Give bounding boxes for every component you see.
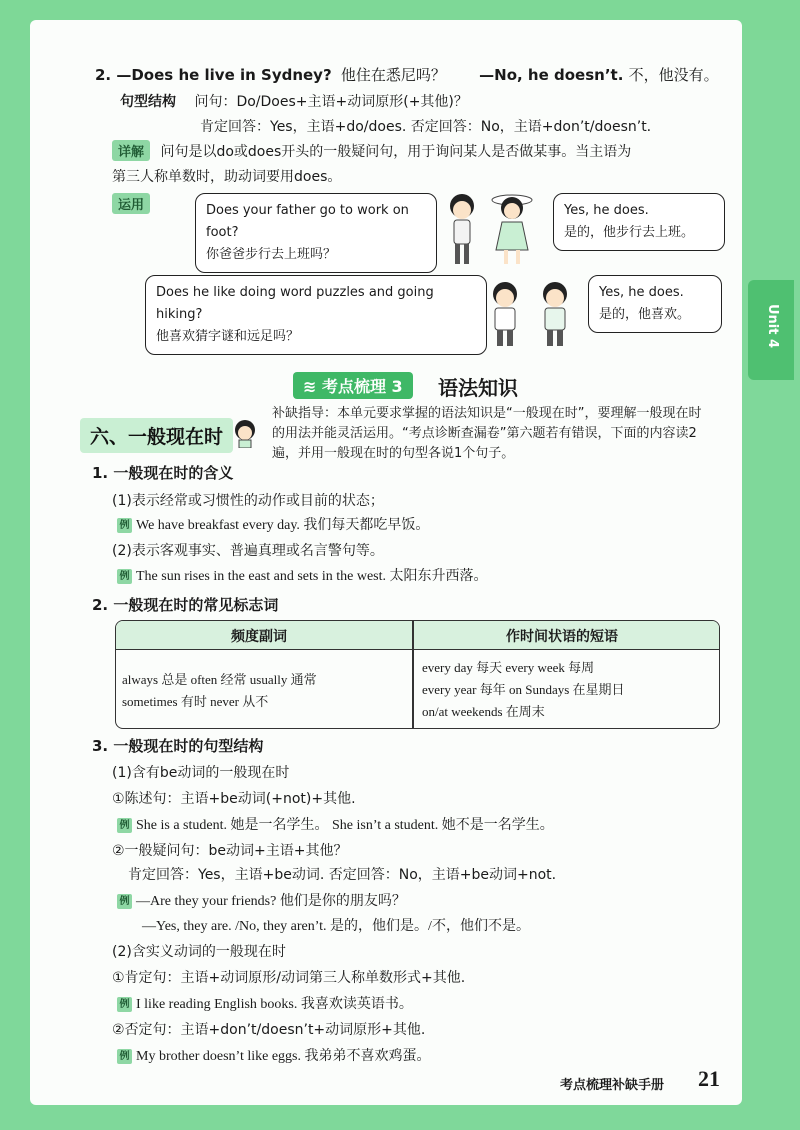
p3-general-question: ②一般疑问句：be动词+主语+其他？ <box>112 843 348 859</box>
dialog1-question-bubble <box>195 193 437 273</box>
unit-side-tab-label: Unit 4 <box>765 304 780 349</box>
q2-answer-en: —No, he doesn’t. <box>479 66 624 84</box>
banner-title: 语法知识 <box>438 376 518 400</box>
p1-heading: 1. 一般现在时的含义 <box>92 464 234 482</box>
table-col2-header: 作时间状语的短语 <box>506 629 618 645</box>
explain-tag: 详解 <box>112 140 150 161</box>
father-girl-illustration <box>440 188 560 268</box>
table-col1-line-2: sometimes 有时 never 从不 <box>122 694 269 709</box>
q2-answer-cn: 不，他没有。 <box>628 66 719 84</box>
q2-question-en: 2. —Does he live in Sydney? <box>95 66 332 84</box>
structure-label: 句型结构 <box>120 94 176 110</box>
dialog2-answer-cn: 是的，他喜欢。 <box>599 307 691 322</box>
table-header-row <box>116 621 719 650</box>
dialog1-answer-en: Yes, he does. <box>564 203 649 218</box>
q2-question-cn: 他住在悉尼吗？ <box>340 66 446 84</box>
p3-example-2a-text: —Are they your friends? 他们是你的朋友吗？ <box>136 894 406 909</box>
p3-sub-2: (2)含实义动词的一般现在时 <box>112 944 286 960</box>
example-badge: 例 <box>117 997 132 1012</box>
example-badge: 例 <box>117 1049 132 1064</box>
use-tag-wrap <box>112 193 150 214</box>
dialog2-question-cn: 他喜欢猜字谜和远足吗？ <box>156 329 300 344</box>
section-six-title: 六、一般现在时 <box>80 418 233 453</box>
table-col1-line-1: always 总是 often 经常 usually 通常 <box>122 672 317 687</box>
example-badge: 例 <box>117 569 132 584</box>
p1-example-2 <box>117 565 488 585</box>
p3-sub-1: (1)含有be动词的一般现在时 <box>112 765 290 781</box>
q2-explain-row <box>112 140 631 161</box>
table-col1-header: 频度副词 <box>231 629 287 645</box>
p3-answers: 肯定回答：Yes，主语+be动词. 否定回答：No，主语+be动词+not. <box>128 867 557 883</box>
page-number: 21 <box>698 1066 720 1091</box>
p2-heading: 2. 一般现在时的常见标志词 <box>92 596 279 614</box>
signal-words-table <box>115 620 720 729</box>
p1-example-1-text: We have breakfast every day. 我们每天都吃早饭。 <box>136 518 430 533</box>
section6-note-3: 遍，并用一般现在时的句型各说1个句子。 <box>272 446 515 461</box>
use-tag: 运用 <box>112 193 150 214</box>
explain-line-2: 第三人称单数时，助动词要用does。 <box>112 169 342 185</box>
q2-structure-row <box>120 91 468 111</box>
p3-example-1-text: She is a student. 她是一名学生。 She isn’t a student. 她不是一名学生。 <box>136 818 554 833</box>
p3-example-2b: —Yes, they are. /No, they aren’t. 是的，他们是。/不，他们不是。 <box>142 919 530 934</box>
p3-affirmative: ①肯定句：主语+动词原形/动词第三人称单数形式+其他. <box>112 970 466 986</box>
dialog2-answer-bubble <box>588 275 722 333</box>
table-col2-line-3: on/at weekends 在周末 <box>422 704 545 719</box>
p3-example-3-text: I like reading English books. 我喜欢读英语书。 <box>136 997 413 1012</box>
p1-item-1: (1)表示经常或习惯性的动作或目前的状态； <box>112 493 384 509</box>
table-column-divider <box>412 621 414 728</box>
p3-example-1 <box>117 814 554 834</box>
example-badge: 例 <box>117 518 132 533</box>
two-boys-illustration <box>483 278 593 350</box>
dialog2-answer-en: Yes, he does. <box>599 285 684 300</box>
structure-question: 问句：Do/Does+主语+动词原形(+其他)？ <box>194 94 468 110</box>
dialog2-question-bubble <box>145 275 487 355</box>
section6-note-2: 的用法并能灵活运用。“考点诊断查漏卷”第六题若有错误，下面的内容读2 <box>272 426 697 441</box>
dialog1-question-en: Does your father go to work on foot? <box>206 203 409 240</box>
q2-heading <box>95 64 719 85</box>
dialog1-answer-cn: 是的，他步行去上班。 <box>564 225 695 240</box>
bottom-wave-border <box>30 1100 742 1130</box>
section6-note-1: 补缺指导：本单元要求掌握的语法知识是“一般现在时”，要理解一般现在时 <box>272 406 702 421</box>
table-col2-line-1: every day 每天 every week 每周 <box>422 660 595 675</box>
dialog2-question-en: Does he like doing word puzzles and going hiking? <box>156 285 434 322</box>
dialog1-question-cn: 你爸爸步行去上班吗？ <box>206 247 337 262</box>
structure-answers: 肯定回答：Yes，主语+do/does. 否定回答：No，主语+don’t/doesn’t. <box>200 119 652 135</box>
p3-example-4 <box>117 1045 431 1065</box>
example-badge: 例 <box>117 818 132 833</box>
example-badge: 例 <box>117 894 132 909</box>
table-col2-line-2: every year 每年 on Sundays 在星期日 <box>422 682 625 697</box>
unit-side-tab <box>748 280 794 380</box>
p3-example-3 <box>117 993 413 1013</box>
p1-item-2: (2)表示客观事实、普遍真理或名言警句等。 <box>112 543 384 559</box>
p1-example-2-text: The sun rises in the east and sets in the west. 太阳东升西落。 <box>136 569 488 584</box>
p3-example-4-text: My brother doesn’t like eggs. 我弟弟不喜欢鸡蛋。 <box>136 1049 431 1064</box>
p3-statement: ①陈述句：主语+be动词(+not)+其他. <box>112 791 356 807</box>
p3-negative: ②否定句：主语+don’t/doesn’t+动词原形+其他. <box>112 1022 426 1038</box>
footer-label: 考点梳理补缺手册 <box>560 1078 665 1093</box>
p1-example-1 <box>117 514 429 534</box>
kaodian-banner-tag: ≋ 考点梳理 3 <box>293 372 413 399</box>
thinking-kid-icon <box>232 418 258 448</box>
p3-example-2a <box>117 890 406 910</box>
dialog1-answer-bubble <box>553 193 725 251</box>
p3-heading: 3. 一般现在时的句型结构 <box>92 737 264 755</box>
explain-line-1: 问句是以do或does开头的一般疑问句，用于询问某人是否做某事。当主语为 <box>160 144 632 160</box>
